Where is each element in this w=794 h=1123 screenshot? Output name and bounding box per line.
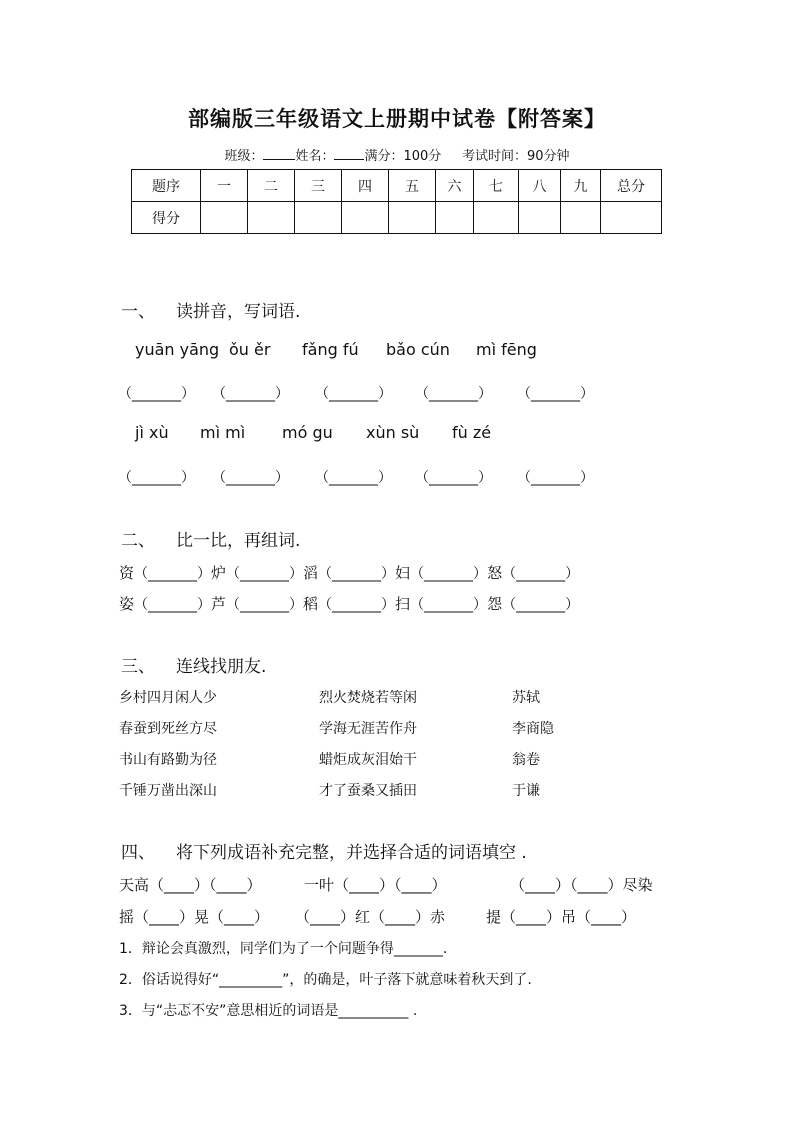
score-cell[interactable]: [201, 202, 248, 234]
score-cell[interactable]: [342, 202, 389, 234]
header-cell: 一: [201, 170, 248, 202]
header-cell: 三: [295, 170, 342, 202]
pinyin-6: jì xù: [135, 423, 169, 442]
score-cell[interactable]: [389, 202, 436, 234]
header-cell: 题序: [132, 170, 201, 202]
score-cell[interactable]: [519, 202, 561, 234]
compare-row-1: [119, 562, 579, 583]
name-label: 姓名：: [295, 149, 335, 164]
exam-info: [0, 145, 794, 164]
class-label: 班级：: [224, 149, 264, 164]
char: 扫: [395, 595, 411, 613]
row-label: 得分: [132, 202, 201, 234]
header-cell: 五: [389, 170, 436, 202]
section-number: 一、: [121, 302, 155, 322]
compare-row-2: [119, 593, 579, 614]
answer-blank[interactable]: （_______）: [226, 597, 304, 613]
header-cell: 六: [436, 170, 474, 202]
score-table-header-row: [132, 170, 662, 202]
idiom-5[interactable]: （____）红（____）赤: [295, 908, 446, 926]
answer-blank[interactable]: （_______）: [502, 566, 580, 582]
idiom-1[interactable]: 天高（____）（____）: [119, 876, 262, 894]
answer-blank[interactable]: （_______）: [118, 470, 195, 486]
score-table: [131, 169, 662, 234]
question-2[interactable]: 2．俗话说得好“_________”，的确是，叶子落下就意味着秋天到了.: [119, 972, 532, 988]
section-3-heading: [121, 652, 266, 677]
section-title: 读拼音，写词语.: [176, 302, 301, 322]
answer-blank[interactable]: （_______）: [517, 470, 594, 486]
match-author-item[interactable]: 李商隐: [512, 721, 554, 737]
match-middle-item[interactable]: 才了蚕桑又插田: [319, 783, 417, 799]
section-title: 比一比，再组词.: [176, 531, 301, 551]
idiom-3[interactable]: （____）（____）尽染: [510, 876, 653, 894]
pinyin-2: ǒu ěr: [229, 340, 271, 359]
answer-blank[interactable]: （_______）: [226, 566, 304, 582]
answer-blank[interactable]: （_______）: [318, 566, 396, 582]
answer-blank[interactable]: （_______）: [415, 386, 492, 402]
char: 资: [119, 564, 135, 582]
pinyin-5: mì fēng: [476, 340, 537, 359]
section-title: 将下列成语补充完整，并选择合适的词语填空 .: [176, 843, 527, 863]
answer-blank[interactable]: （_______）: [134, 597, 212, 613]
section-number: 三、: [121, 657, 155, 677]
score-cell[interactable]: [436, 202, 474, 234]
header-cell: 八: [519, 170, 561, 202]
pinyin-7: mì mì: [200, 423, 246, 442]
match-left-item[interactable]: 千锤万凿出深山: [119, 783, 217, 799]
answer-blank[interactable]: （_______）: [118, 386, 195, 402]
question-3[interactable]: 3．与“忐忑不安”意思相近的词语是__________ .: [119, 1003, 418, 1019]
char: 妇: [395, 564, 411, 582]
answer-blank[interactable]: （_______）: [212, 386, 289, 402]
answer-blank[interactable]: （_______）: [318, 597, 396, 613]
score-cell[interactable]: [561, 202, 601, 234]
score-table-score-row: [132, 202, 662, 234]
match-left-item[interactable]: 乡村四月闲人少: [119, 690, 217, 706]
header-cell: 总分: [601, 170, 662, 202]
answer-blank[interactable]: （_______）: [517, 386, 594, 402]
match-middle-item[interactable]: 烈火焚烧若等闲: [319, 690, 417, 706]
section-number: 二、: [121, 531, 155, 551]
section-number: 四、: [121, 843, 155, 863]
answer-blank[interactable]: （_______）: [212, 470, 289, 486]
match-author-item[interactable]: 于谦: [512, 783, 540, 799]
pinyin-9: xùn sù: [366, 423, 420, 442]
answer-blank[interactable]: （_______）: [502, 597, 580, 613]
pinyin-8: mó gu: [282, 423, 333, 442]
char: 稻: [303, 595, 319, 613]
exam-time: 考试时间：90分钟: [461, 149, 570, 164]
answer-blank[interactable]: （_______）: [410, 597, 488, 613]
section-title: 连线找朋友.: [176, 657, 267, 677]
pinyin-4: bǎo cún: [386, 340, 450, 359]
answer-blank[interactable]: （_______）: [315, 386, 392, 402]
score-cell[interactable]: [295, 202, 342, 234]
pinyin-1: yuān yāng: [135, 340, 220, 359]
class-blank[interactable]: [263, 145, 295, 160]
answer-blank[interactable]: （_______）: [410, 566, 488, 582]
section-4-heading: [121, 838, 527, 863]
char: 芦: [211, 595, 227, 613]
header-cell: 四: [342, 170, 389, 202]
match-author-item[interactable]: 翁卷: [512, 752, 540, 768]
idiom-4[interactable]: 摇（____）晃（____）: [119, 908, 270, 926]
match-left-item[interactable]: 书山有路勤为径: [119, 752, 217, 768]
char: 姿: [119, 595, 135, 613]
section-1-heading: [121, 297, 300, 322]
idiom-2[interactable]: 一叶（____）（____）: [304, 876, 447, 894]
char: 怒: [487, 564, 503, 582]
char: 怨: [487, 595, 503, 613]
section-2-heading: [121, 526, 300, 551]
match-left-item[interactable]: 春蚕到死丝方尽: [119, 721, 217, 737]
answer-blank[interactable]: （_______）: [315, 470, 392, 486]
question-1[interactable]: 1．辩论会真激烈，同学们为了一个问题争得_______.: [119, 941, 448, 957]
match-middle-item[interactable]: 蜡炬成灰泪始干: [319, 752, 417, 768]
header-cell: 七: [474, 170, 519, 202]
name-blank[interactable]: [334, 145, 364, 160]
pinyin-10: fù zé: [452, 423, 492, 442]
header-cell: 二: [248, 170, 295, 202]
match-author-item[interactable]: 苏轼: [512, 690, 540, 706]
score-cell[interactable]: [248, 202, 295, 234]
answer-blank[interactable]: （_______）: [134, 566, 212, 582]
match-middle-item[interactable]: 学海无涯苦作舟: [319, 721, 417, 737]
score-cell[interactable]: [474, 202, 519, 234]
page-title: 部编版三年级语文上册期中试卷【附答案】: [188, 106, 606, 131]
idiom-6[interactable]: 提（____）吊（____）: [486, 908, 637, 926]
char: 滔: [303, 564, 319, 582]
pinyin-3: fǎng fú: [302, 340, 359, 359]
full-score: 满分：100分: [364, 149, 442, 164]
header-cell: 九: [561, 170, 601, 202]
char: 炉: [211, 564, 227, 582]
answer-blank[interactable]: （_______）: [415, 470, 492, 486]
score-cell[interactable]: [601, 202, 662, 234]
